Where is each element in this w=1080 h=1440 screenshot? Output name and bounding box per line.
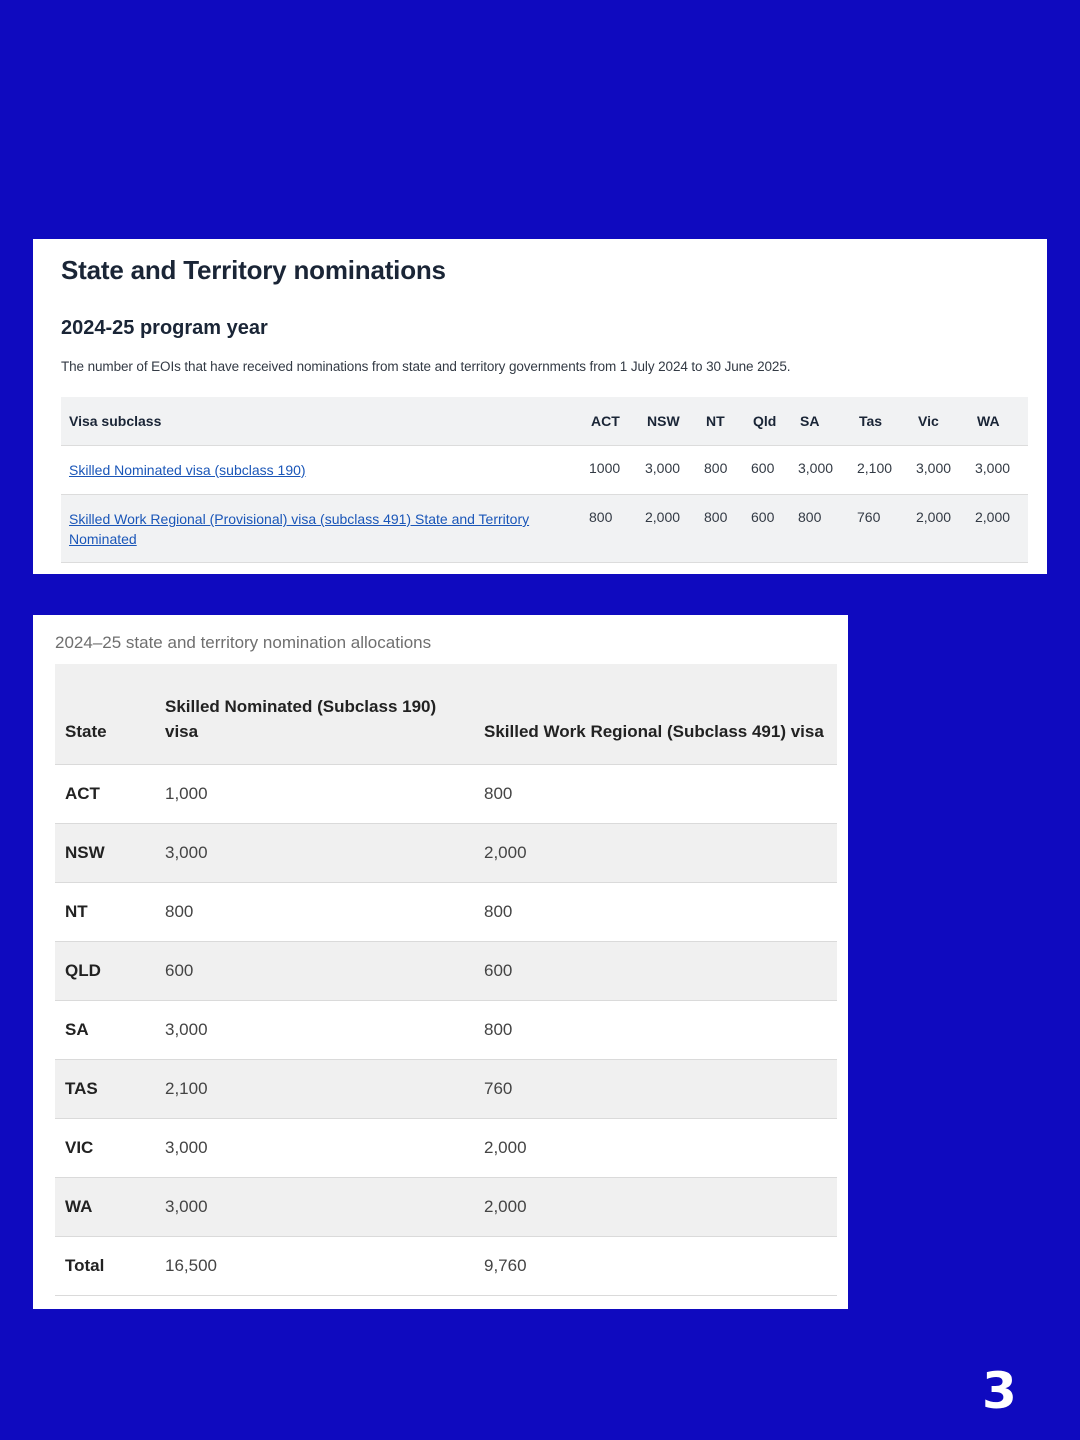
subclass-491-cell: 800 <box>474 1000 837 1059</box>
state-cell: Total <box>55 1236 155 1295</box>
subclass-491-cell: 600 <box>474 941 837 1000</box>
subclass-491-cell: 2,000 <box>474 1177 837 1236</box>
subclass-190-cell: 600 <box>155 941 474 1000</box>
subclass-491-link[interactable]: Skilled Work Regional (Provisional) visa (subclass 491) State and Territory Nominated <box>69 511 530 547</box>
header-qld: Qld <box>745 397 792 446</box>
subclass-491-cell: 2,000 <box>474 823 837 882</box>
value-wa: 2,000 <box>969 495 1028 563</box>
value-qld: 600 <box>745 446 792 495</box>
state-cell: WA <box>55 1177 155 1236</box>
table-header-row <box>61 397 1028 446</box>
value-sa: 3,000 <box>792 446 851 495</box>
nominations-card <box>33 239 1047 574</box>
nominations-table <box>61 397 1028 563</box>
state-cell: SA <box>55 1000 155 1059</box>
table-row <box>55 1177 837 1236</box>
state-cell: QLD <box>55 941 155 1000</box>
table-row <box>61 495 1028 563</box>
table-header-row <box>55 664 837 764</box>
state-cell: ACT <box>55 764 155 823</box>
header-act: ACT <box>583 397 639 446</box>
subclass-190-cell: 3,000 <box>155 1177 474 1236</box>
subclass-491-cell: 760 <box>474 1059 837 1118</box>
subclass-491-cell: 2,000 <box>474 1118 837 1177</box>
value-tas: 2,100 <box>851 446 910 495</box>
subclass-491-cell: 800 <box>474 882 837 941</box>
subclass-190-cell: 2,100 <box>155 1059 474 1118</box>
table-row <box>61 446 1028 495</box>
table-row <box>55 823 837 882</box>
subclass-190-cell: 16,500 <box>155 1236 474 1295</box>
value-wa: 3,000 <box>969 446 1028 495</box>
header-subclass-491: Skilled Work Regional (Subclass 491) visa <box>474 664 837 764</box>
subclass-190-cell: 3,000 <box>155 823 474 882</box>
allocations-table <box>55 664 837 1296</box>
value-act: 1000 <box>583 446 639 495</box>
page-number: 3 <box>982 1362 1017 1420</box>
value-vic: 3,000 <box>910 446 969 495</box>
table-row <box>55 764 837 823</box>
header-visa-subclass: Visa subclass <box>61 397 583 446</box>
total-row <box>55 1236 837 1295</box>
header-tas: Tas <box>851 397 910 446</box>
allocations-card <box>33 615 848 1309</box>
description-text: The number of EOIs that have received nominations from state and territory governments from 1 July 2024 to 30 June 2025. <box>61 359 791 374</box>
value-qld: 600 <box>745 495 792 563</box>
subclass-190-cell: 3,000 <box>155 1118 474 1177</box>
header-wa: WA <box>969 397 1028 446</box>
state-cell: NSW <box>55 823 155 882</box>
subclass-491-cell: 9,760 <box>474 1236 837 1295</box>
header-nsw: NSW <box>639 397 698 446</box>
value-act: 800 <box>583 495 639 563</box>
state-cell: NT <box>55 882 155 941</box>
visa-subclass-cell <box>61 446 583 495</box>
subclass-190-cell: 1,000 <box>155 764 474 823</box>
table-row <box>55 1059 837 1118</box>
header-sa: SA <box>792 397 851 446</box>
page-title: State and Territory nominations <box>61 255 446 285</box>
header-vic: Vic <box>910 397 969 446</box>
value-nt: 800 <box>698 446 745 495</box>
value-tas: 760 <box>851 495 910 563</box>
state-cell: TAS <box>55 1059 155 1118</box>
visa-subclass-cell <box>61 495 583 563</box>
program-year-heading: 2024-25 program year <box>61 317 268 339</box>
allocations-caption: 2024–25 state and territory nomination allocations <box>55 633 432 652</box>
value-nsw: 3,000 <box>639 446 698 495</box>
header-nt: NT <box>698 397 745 446</box>
subclass-190-cell: 800 <box>155 882 474 941</box>
subclass-190-cell: 3,000 <box>155 1000 474 1059</box>
value-nsw: 2,000 <box>639 495 698 563</box>
table-row <box>55 941 837 1000</box>
state-cell: VIC <box>55 1118 155 1177</box>
subclass-190-link[interactable]: Skilled Nominated visa (subclass 190) <box>69 462 306 478</box>
value-sa: 800 <box>792 495 851 563</box>
subclass-491-cell: 800 <box>474 764 837 823</box>
table-row <box>55 1118 837 1177</box>
header-subclass-190: Skilled Nominated (Subclass 190) visa <box>155 664 474 764</box>
table-row <box>55 882 837 941</box>
table-row <box>55 1000 837 1059</box>
header-state: State <box>55 664 155 764</box>
value-vic: 2,000 <box>910 495 969 563</box>
value-nt: 800 <box>698 495 745 563</box>
